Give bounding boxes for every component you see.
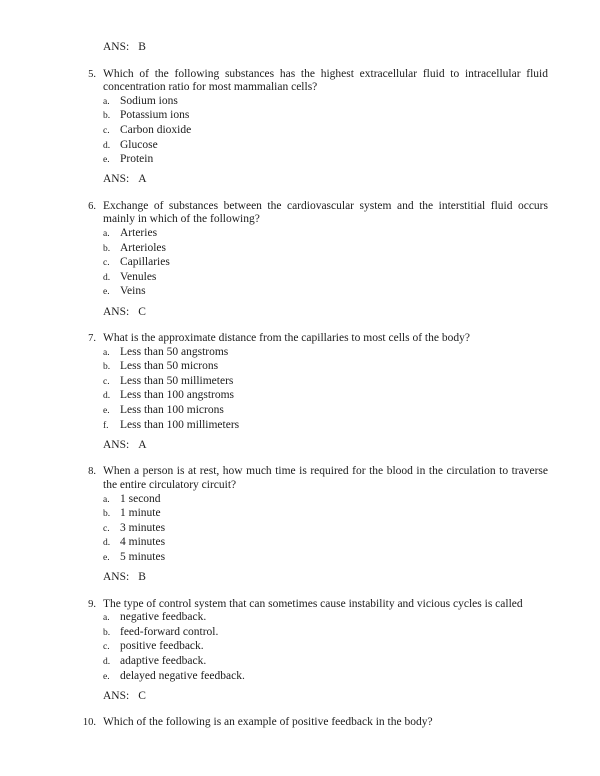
answer-line xyxy=(103,571,600,585)
question-number: 8. xyxy=(88,466,96,478)
option-row xyxy=(103,285,548,300)
question-number: 7. xyxy=(88,333,96,345)
option-row xyxy=(103,404,548,419)
option-row xyxy=(103,611,548,626)
answer-label: ANS: xyxy=(103,173,130,186)
option-row xyxy=(103,271,548,286)
option-text: Less than 100 angstroms xyxy=(120,389,235,402)
option-row xyxy=(103,493,548,508)
question-block xyxy=(0,598,600,704)
option-text: Less than 50 microns xyxy=(120,360,219,373)
option-letter: b. xyxy=(103,509,111,520)
option-row xyxy=(103,227,548,242)
option-row xyxy=(103,670,548,685)
answer-line xyxy=(103,690,600,704)
question-text: Exchange of substances between the cardiovascular system and the interstitial fluid occurs mainly in which of the following? xyxy=(103,199,548,226)
option-row xyxy=(103,389,548,404)
option-letter: b. xyxy=(103,111,111,122)
option-text: Venules xyxy=(120,270,157,283)
question-block xyxy=(0,716,600,730)
option-row xyxy=(103,626,548,641)
answer-line xyxy=(103,173,600,187)
question-number: 6. xyxy=(88,200,96,212)
option-list xyxy=(103,227,548,300)
option-text: Veins xyxy=(120,285,146,298)
option-text: Potassium ions xyxy=(120,109,190,122)
option-letter: a. xyxy=(103,229,110,240)
option-text: Less than 50 angstroms xyxy=(120,345,229,358)
question-block xyxy=(0,332,600,452)
option-letter: b. xyxy=(103,362,111,373)
option-letter: a. xyxy=(103,494,110,505)
option-text: 1 second xyxy=(120,492,161,505)
option-row xyxy=(103,256,548,271)
option-row xyxy=(103,536,548,551)
option-letter: b. xyxy=(103,627,111,638)
option-text: Arteries xyxy=(120,227,158,240)
question-text: Which of the following is an example of positive feedback in the body? xyxy=(103,716,433,729)
answer-label: ANS: xyxy=(103,305,130,318)
option-text: Carbon dioxide xyxy=(120,123,192,136)
option-row xyxy=(103,242,548,257)
option-text: 1 minute xyxy=(120,507,161,520)
answer-line xyxy=(103,41,600,55)
answer-label: ANS: xyxy=(103,571,130,583)
option-letter: d. xyxy=(103,538,111,549)
option-text: Capillaries xyxy=(120,256,170,269)
option-list xyxy=(103,346,548,434)
option-letter: a. xyxy=(103,347,110,358)
option-text: negative feedback. xyxy=(120,611,207,624)
option-letter: c. xyxy=(103,376,110,387)
option-letter: c. xyxy=(103,125,110,136)
option-letter: d. xyxy=(103,272,111,283)
answer-value: C xyxy=(138,305,146,318)
answer-label: ANS: xyxy=(103,41,130,53)
option-text: 4 minutes xyxy=(120,536,166,549)
question-text: The type of control system that can sometimes cause instability and vicious cycles is called xyxy=(103,597,523,610)
option-letter: d. xyxy=(103,140,111,151)
option-letter: e. xyxy=(103,287,110,298)
option-letter: b. xyxy=(103,243,111,254)
question-number: 5. xyxy=(88,68,96,80)
option-letter: c. xyxy=(103,642,110,653)
option-row xyxy=(103,640,548,655)
option-row xyxy=(103,124,548,139)
option-row xyxy=(103,139,548,154)
answer-value: B xyxy=(138,571,146,583)
option-letter: e. xyxy=(103,406,110,417)
option-text: Glucose xyxy=(120,138,158,151)
option-letter: e. xyxy=(103,671,110,682)
answer-line xyxy=(103,306,600,320)
option-row xyxy=(103,655,548,670)
option-letter: a. xyxy=(103,613,110,624)
option-list xyxy=(103,611,548,684)
option-text: Protein xyxy=(120,153,154,166)
option-text: Arterioles xyxy=(120,241,166,254)
answer-value: A xyxy=(138,438,147,451)
question-block xyxy=(0,465,600,584)
question-text: What is the approximate distance from the capillaries to most cells of the body? xyxy=(103,332,470,345)
option-letter: e. xyxy=(103,552,110,563)
option-list xyxy=(103,95,548,168)
option-letter: a. xyxy=(103,96,110,107)
option-row xyxy=(103,153,548,168)
answer-line xyxy=(103,439,600,453)
option-row xyxy=(103,375,548,390)
option-letter: c. xyxy=(103,258,110,269)
answer-value: C xyxy=(138,689,146,702)
answer-value: A xyxy=(138,173,147,186)
question-text: When a person is at rest, how much time is required for the blood in the circulation to traverse the entire circulatory circuit? xyxy=(103,465,548,491)
option-text: Sodium ions xyxy=(120,94,178,107)
option-letter: d. xyxy=(103,391,111,402)
answer-value: B xyxy=(138,41,146,53)
option-row xyxy=(103,95,548,110)
option-text: adaptive feedback. xyxy=(120,654,207,667)
option-text: delayed negative feedback. xyxy=(120,669,245,682)
question-block xyxy=(0,68,600,187)
option-text: 5 minutes xyxy=(120,550,166,563)
option-list xyxy=(103,493,548,566)
answer-label: ANS: xyxy=(103,689,130,702)
option-row xyxy=(103,109,548,124)
option-text: positive feedback. xyxy=(120,640,204,653)
option-row xyxy=(103,419,548,434)
option-text: Less than 50 millimeters xyxy=(120,374,234,387)
option-text: Less than 100 millimeters xyxy=(120,418,240,431)
question-number: 10. xyxy=(82,717,96,729)
option-row xyxy=(103,551,548,566)
option-row xyxy=(103,522,548,537)
option-text: feed-forward control. xyxy=(120,625,219,638)
option-row xyxy=(103,360,548,375)
option-letter: d. xyxy=(103,656,111,667)
option-letter: e. xyxy=(103,155,110,166)
option-letter: f. xyxy=(103,420,109,431)
option-text: 3 minutes xyxy=(120,521,166,534)
question-number: 9. xyxy=(88,598,96,610)
option-letter: c. xyxy=(103,523,110,534)
option-text: Less than 100 microns xyxy=(120,404,224,417)
question-block xyxy=(0,200,600,319)
question-text: Which of the following substances has the highest extracellular fluid to intracellular fluid concentration ratio for most mammalian cells? xyxy=(103,67,548,94)
option-row xyxy=(103,507,548,522)
option-row xyxy=(103,346,548,361)
answer-label: ANS: xyxy=(103,438,130,451)
questions xyxy=(0,68,600,730)
